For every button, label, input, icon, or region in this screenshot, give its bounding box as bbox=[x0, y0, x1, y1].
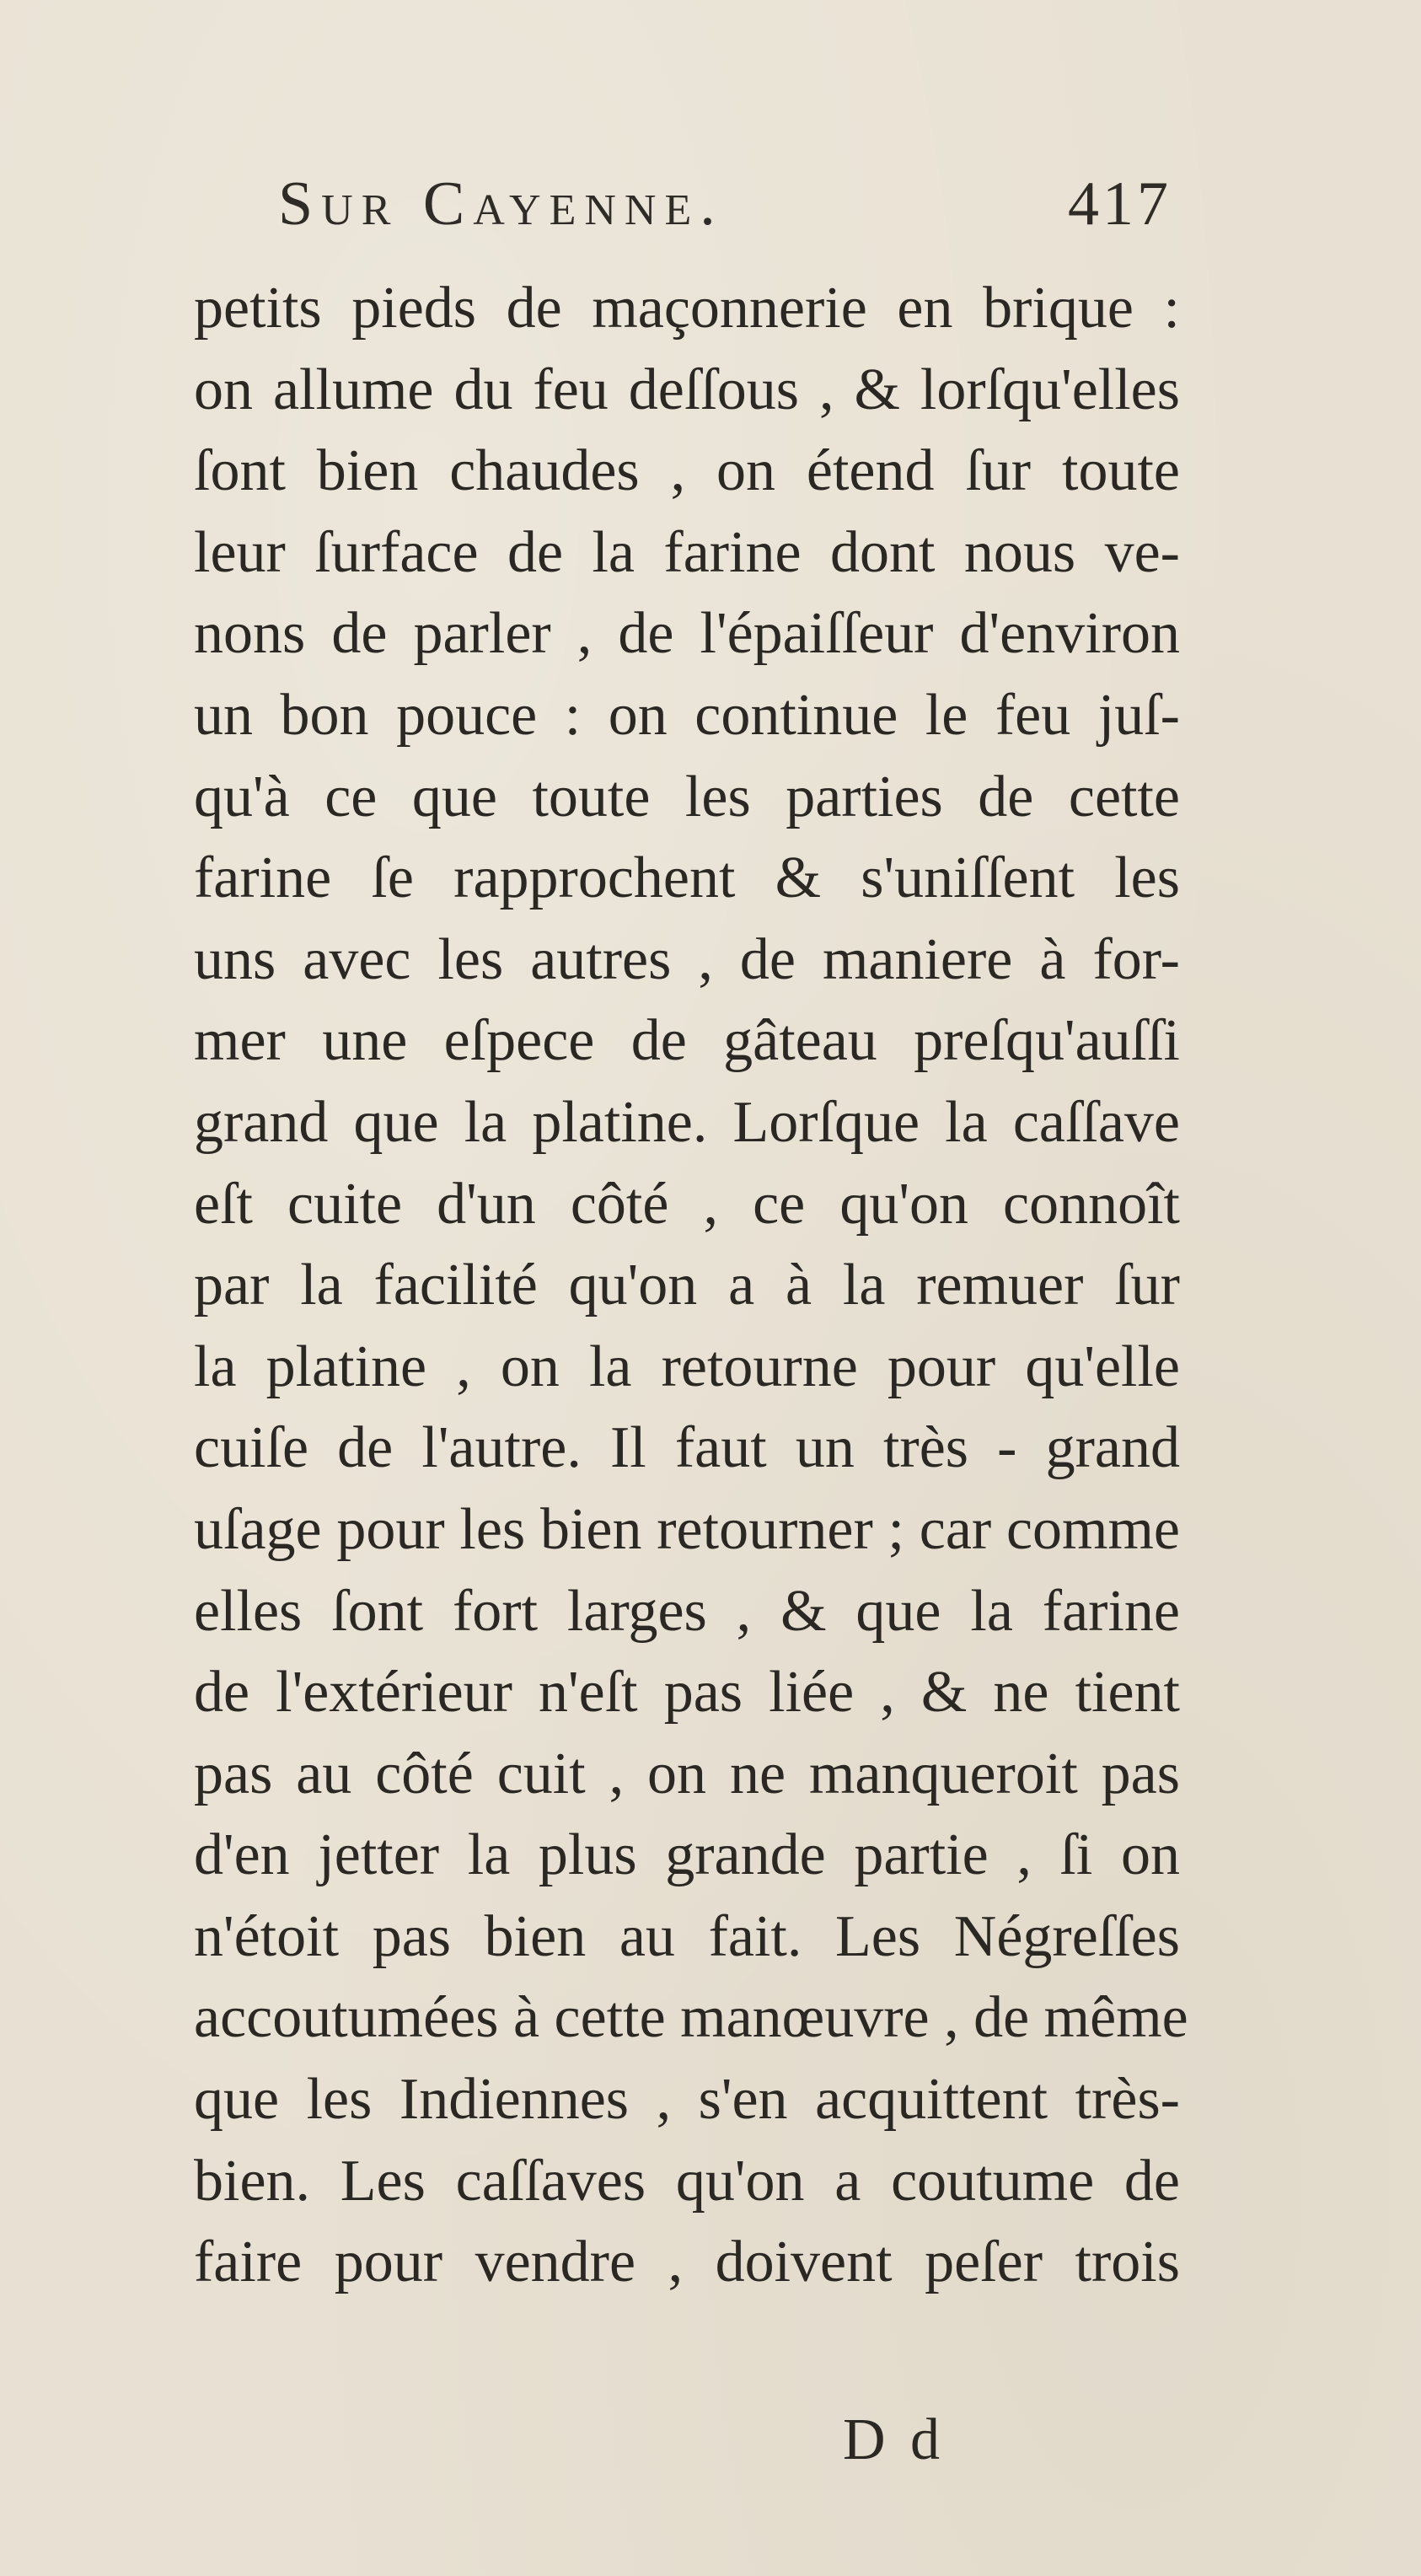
text-line: un bon pouce : on continue le feu juſ- bbox=[194, 682, 1180, 748]
text-line: nons de parler , de l'épaiſſeur d'environ bbox=[194, 601, 1180, 667]
body-text bbox=[194, 268, 1188, 2304]
text-line: uſage pour les bien retourner ; car comme bbox=[194, 1496, 1180, 1562]
text-line: leur ſurface de la farine dont nous ve- bbox=[194, 519, 1180, 585]
text-line: on allume du feu deſſous , & lorſqu'elles bbox=[194, 357, 1180, 422]
text-line: petits pieds de maçonnerie en brique : bbox=[194, 276, 1180, 341]
text-line: ſont bien chaudes , on étend ſur toute bbox=[194, 438, 1180, 504]
text-line: cuiſe de l'autre. Il faut un très - grand bbox=[194, 1415, 1180, 1481]
text-line: eſt cuite d'un côté , ce qu'on connoît bbox=[194, 1171, 1180, 1237]
text-line: bien. Les caſſaves qu'on a coutume de bbox=[194, 2148, 1180, 2214]
text-line: n'étoit pas bien au fait. Les Négreſſes bbox=[194, 1903, 1180, 1969]
page-number: 417 bbox=[1068, 169, 1172, 239]
running-title: Sur Cayenne. bbox=[278, 169, 724, 239]
running-head bbox=[278, 169, 1172, 261]
text-line: pas au côté cuit , on ne manqueroit pas bbox=[194, 1741, 1180, 1806]
text-line: faire pour vendre , doivent peſer trois bbox=[194, 2230, 1180, 2295]
text-line: elles ſont fort larges , & que la farine bbox=[194, 1578, 1180, 1644]
text-line: par la facilité qu'on a à la remuer ſur bbox=[194, 1253, 1180, 1318]
text-line: grand que la platine. Lorſque la caſſave bbox=[194, 1089, 1180, 1155]
text-line: uns avec les autres , de maniere à for- bbox=[194, 926, 1180, 992]
text-line: mer une eſpece de gâteau preſqu'auſſi bbox=[194, 1008, 1180, 1074]
text-line: la platine , on la retourne pour qu'elle bbox=[194, 1334, 1180, 1399]
text-line: accoutumées à cette manœuvre , de même bbox=[194, 1985, 1188, 2051]
text-line: que les Indiennes , s'en acquittent très- bbox=[194, 2067, 1180, 2133]
text-line: farine ſe rapprochent & s'uniſſent les bbox=[194, 845, 1180, 911]
signature-mark: D d bbox=[843, 2407, 946, 2472]
text-line: qu'à ce que toute les parties de cette bbox=[194, 764, 1180, 829]
text-line: de l'extérieur n'eſt pas liée , & ne tient bbox=[194, 1660, 1180, 1725]
text-line: d'en jetter la plus grande partie , ſi on bbox=[194, 1822, 1180, 1888]
